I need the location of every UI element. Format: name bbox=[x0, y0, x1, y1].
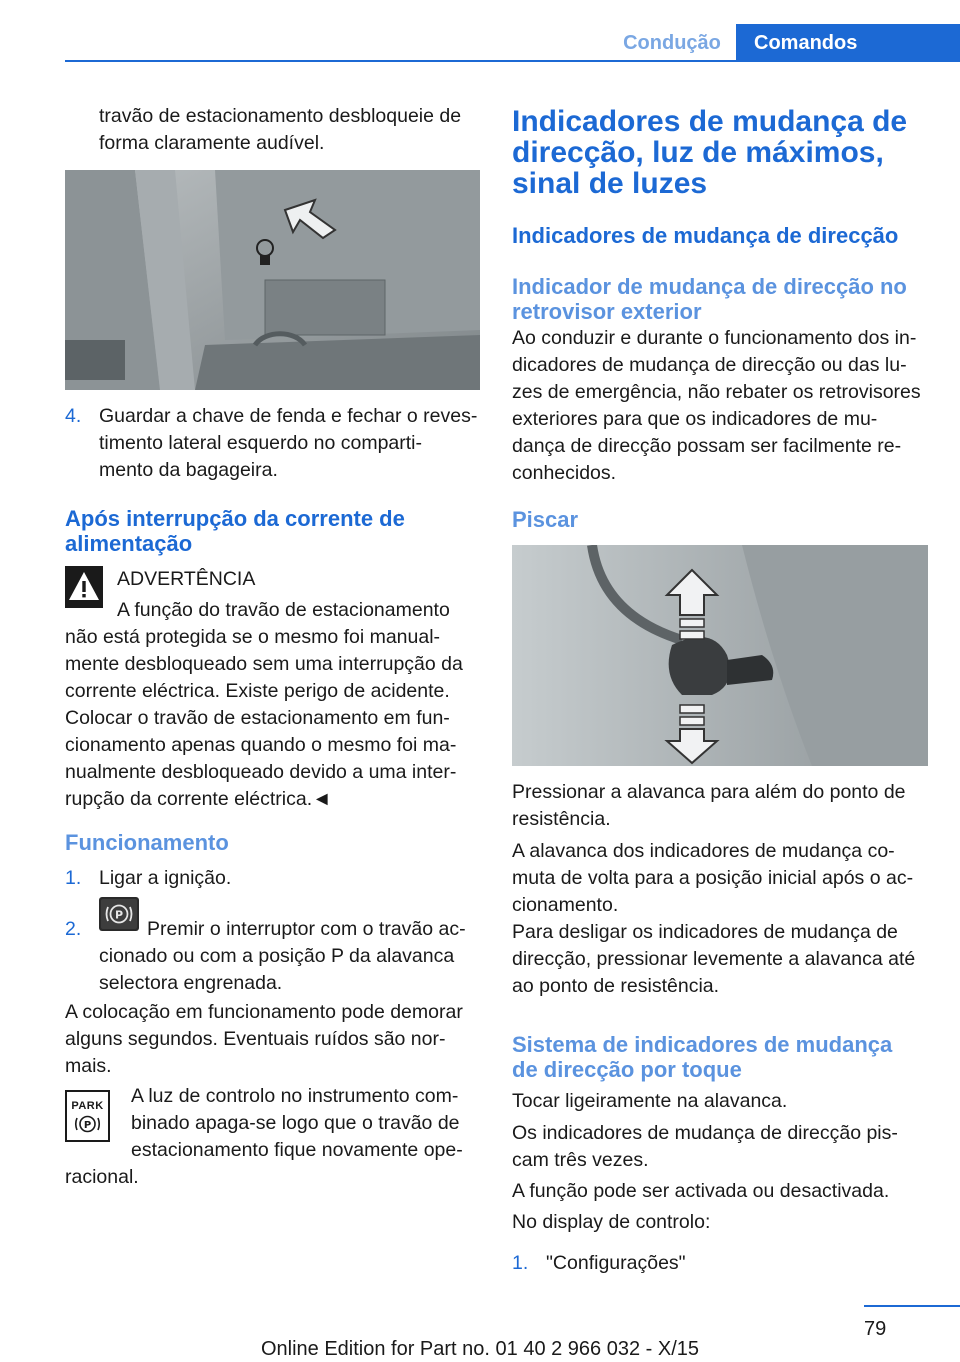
warning-line-5: Colocar o travão de estacionamento em fun- bbox=[65, 707, 450, 729]
touch-p3: A função pode ser activada ou desactivada. bbox=[512, 1180, 890, 1202]
heading-touch-indicator-1: Sistema de indicadores de mudança bbox=[512, 1032, 893, 1057]
park-line-2: binado apaga-se logo que o travão de bbox=[131, 1112, 460, 1134]
page-number: 79 bbox=[864, 1318, 887, 1340]
warning-line-8: rupção da corrente eléctrica.◄ bbox=[65, 788, 332, 810]
step-number: 4. bbox=[65, 405, 82, 427]
blink-p1-line-1: Pressionar a alavanca para além do ponto de bbox=[512, 781, 906, 803]
svg-text:P: P bbox=[114, 908, 124, 922]
warning-line-6: cionamento apenas quando o mesmo foi ma- bbox=[65, 734, 457, 756]
warning-line-1: A função do travão de estacionamento bbox=[117, 599, 450, 621]
mirror-line-6: conhecidos. bbox=[512, 462, 617, 484]
luggage-compartment-photo bbox=[65, 170, 480, 390]
step-number: 1. bbox=[512, 1252, 529, 1274]
mirror-line-3: zes de emergência, não rebater os retrovisores bbox=[512, 381, 921, 403]
step-4-line-3: mento da bagageira. bbox=[99, 459, 278, 481]
header-rule bbox=[65, 60, 960, 62]
luggage-compartment-illustration bbox=[65, 170, 480, 390]
blink-p2-line-2: muta de volta para a posição inicial após o ac- bbox=[512, 867, 914, 889]
heading-mirror-indicator-1: Indicador de mudança de direcção no bbox=[512, 274, 907, 299]
warning-icon bbox=[65, 566, 103, 608]
delay-line-1: A colocação em funcionamento pode demorar bbox=[65, 1001, 463, 1023]
heading-touch-indicator-2: de direcção por toque bbox=[512, 1057, 742, 1082]
mirror-line-2: dicadores de mudança de direcção ou das lu- bbox=[512, 354, 907, 376]
blink-p3-line-2: direcção, pressionar levemente a alavanca até bbox=[512, 948, 916, 970]
heading-mirror-indicator-2: retrovisor exterior bbox=[512, 299, 702, 324]
header-chapter-tab: Comandos bbox=[736, 24, 960, 62]
warning-line-2: não está protegida se o mesmo foi manual- bbox=[65, 626, 441, 648]
heading-main-1: Indicadores de mudança de bbox=[512, 105, 908, 138]
warning-line-7: nualmente desbloqueado devido a uma inter- bbox=[65, 761, 457, 783]
blink-p2-line-1: A alavanca dos indicadores de mudança co- bbox=[512, 840, 895, 862]
func-step-2-line-2: cionado ou com a posição P da alavanca bbox=[99, 945, 455, 967]
func-step-2-line-3: selectora engrenada. bbox=[99, 972, 283, 994]
blink-p1-line-2: resistência. bbox=[512, 808, 611, 830]
func-step-1: Ligar a ignição. bbox=[99, 867, 232, 889]
step-number: 1. bbox=[65, 867, 82, 889]
indicator-stalk-photo bbox=[512, 545, 928, 766]
heading-turn-signals: Indicadores de mudança de direcção bbox=[512, 223, 899, 248]
mirror-line-5: dança de direcção possam ser facilmente re- bbox=[512, 435, 902, 457]
footer-edition: Online Edition for Part no. 01 40 2 966 032 - X/15 bbox=[260, 1338, 700, 1360]
heading-functioning: Funcionamento bbox=[65, 830, 229, 855]
park-indicator-icon bbox=[65, 1090, 110, 1142]
step-4-line-2: timento lateral esquerdo no comparti- bbox=[99, 432, 422, 454]
park-line-4: racional. bbox=[65, 1166, 139, 1188]
park-indicator-label: PARK bbox=[71, 1100, 104, 1112]
step-number: 2. bbox=[65, 918, 82, 940]
warning-line-4: corrente eléctrica. Existe perigo de acidente. bbox=[65, 680, 450, 702]
touch-p2-line-1: Os indicadores de mudança de direcção pis- bbox=[512, 1122, 898, 1144]
park-line-3: estacionamento fique novamente ope- bbox=[131, 1139, 463, 1161]
blink-p2-line-3: cionamento. bbox=[512, 894, 619, 916]
parking-brake-button-icon bbox=[99, 897, 139, 931]
heading-power-interruption-1: Após interrupção da corrente de bbox=[65, 506, 405, 531]
footer-rule bbox=[864, 1305, 960, 1307]
func-step-2-line-1: Premir o interruptor com o travão ac- bbox=[147, 918, 466, 940]
header-section-tab: Condução bbox=[623, 32, 721, 54]
touch-step-1: "Configurações" bbox=[546, 1252, 686, 1274]
svg-text:P: P bbox=[83, 1120, 92, 1131]
heading-blink: Piscar bbox=[512, 507, 579, 532]
blink-p3-line-3: ao ponto de resistência. bbox=[512, 975, 720, 997]
touch-p4: No display de controlo: bbox=[512, 1211, 711, 1233]
touch-p1: Tocar ligeiramente na alavanca. bbox=[512, 1090, 788, 1112]
touch-p2-line-2: cam três vezes. bbox=[512, 1149, 649, 1171]
delay-line-2: alguns segundos. Eventuais ruídos são nor- bbox=[65, 1028, 446, 1050]
mirror-line-4: exteriores para que os indicadores de mu- bbox=[512, 408, 878, 430]
blink-p3-line-1: Para desligar os indicadores de mudança de bbox=[512, 921, 898, 943]
step-4-line-1: Guardar a chave de fenda e fechar o reves- bbox=[99, 405, 478, 427]
delay-line-3: mais. bbox=[65, 1055, 112, 1077]
warning-line-3: mente desbloqueado sem uma interrupção da bbox=[65, 653, 463, 675]
heading-main-2: direcção, luz de máximos, bbox=[512, 136, 884, 169]
indicator-stalk-illustration bbox=[512, 545, 928, 766]
park-indicator-symbol bbox=[67, 1112, 108, 1136]
heading-main-3: sinal de luzes bbox=[512, 167, 708, 200]
mirror-line-1: Ao conduzir e durante o funcionamento dos in- bbox=[512, 327, 917, 349]
warning-title: ADVERTÊNCIA bbox=[117, 568, 256, 590]
park-line-1: A luz de controlo no instrumento com- bbox=[131, 1085, 459, 1107]
heading-power-interruption-2: alimentação bbox=[65, 531, 193, 556]
intro-line-1: travão de estacionamento desbloqueie de bbox=[99, 105, 462, 127]
intro-line-2: forma claramente audível. bbox=[99, 132, 325, 154]
